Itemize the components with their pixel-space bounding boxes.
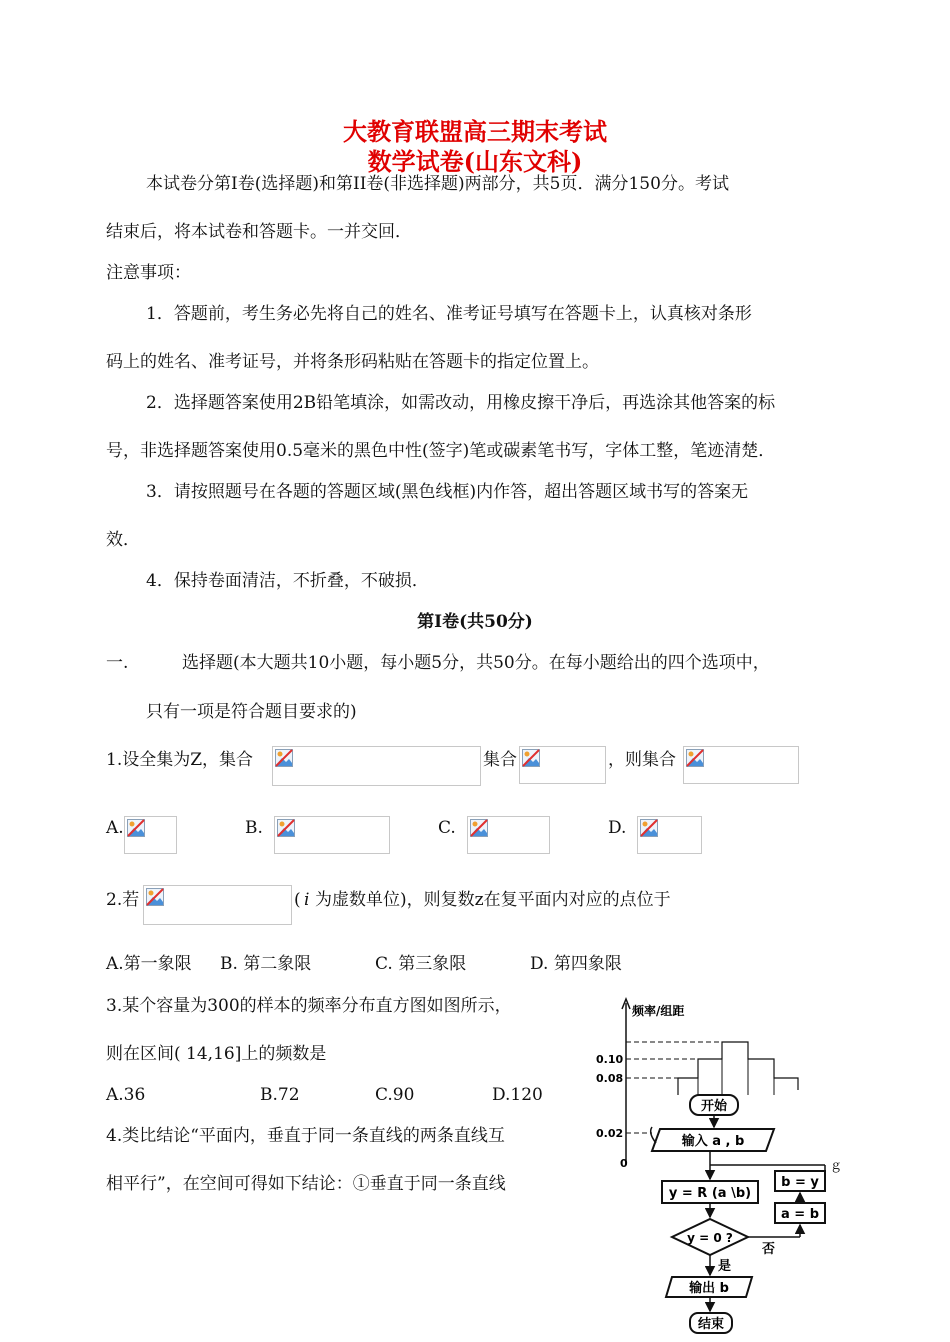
flowchart-input-label: 输入 a , b <box>681 1134 745 1149</box>
q2-option-c: C. 第三象限 <box>375 954 467 974</box>
q3-option-d: D.120 <box>492 1085 543 1105</box>
page-title: 大教育联盟高三期末考试 <box>343 117 607 146</box>
flowchart-output-label: 输出 b <box>689 1281 729 1296</box>
page-subtitle: 数学试卷(山东文科) <box>367 147 583 176</box>
note-2-line-1: 2．选择题答案使用2B铅笔填涂，如需改动，用橡皮擦干净后，再选涂其他答案的标 <box>146 393 776 413</box>
q4-stem-line-2: 相平行”，在空间可得如下结论：①垂直于同一条直线 <box>106 1174 506 1194</box>
q2-stem-part-1: 2.若 <box>106 890 140 910</box>
intro-line-1: 本试卷分第Ⅰ卷(选择题)和第II卷(非选择题)两部分，共5页．满分150分。考试 <box>146 174 729 194</box>
broken-image-icon <box>470 819 488 837</box>
q1-option-a-label: A. <box>106 818 124 838</box>
section-heading: 第Ⅰ卷(共50分) <box>417 612 533 632</box>
histogram-bars <box>678 1042 798 1095</box>
note-4: 4．保持卷面清洁，不折叠，不破损． <box>146 571 429 591</box>
flowchart-yes-label: 是 <box>718 1259 732 1274</box>
q1-set-b-image <box>519 746 606 784</box>
q1-set-a-image <box>272 746 481 786</box>
q3-option-a: A.36 <box>106 1085 146 1105</box>
flowchart-start-label: 开始 <box>700 1099 728 1114</box>
broken-image-icon <box>146 888 164 906</box>
q1-option-d-label: D. <box>608 818 627 838</box>
part-description-line-1: 选择题(本大题共10小题，每小题5分，共50分。在每小题给出的四个选项中， <box>182 653 770 673</box>
part-number: 一. <box>106 653 129 673</box>
broken-image-icon <box>127 819 145 837</box>
q1-stem-part-1: 1.设全集为Z，集合 <box>106 750 254 770</box>
flowchart-condition-label: y = 0 ? <box>687 1231 733 1245</box>
tick-0.08: 0.08 <box>596 1072 624 1085</box>
q3-option-b: B.72 <box>260 1085 300 1105</box>
figure-histogram-flowchart <box>590 995 850 1340</box>
q1-option-c-label: C. <box>438 818 456 838</box>
q2-option-a: A.第一象限 <box>106 954 192 974</box>
part-description-line-2: 只有一项是符合题目要求的) <box>146 702 357 722</box>
q1-option-b-label: B. <box>245 818 263 838</box>
q1-set-result-image <box>683 746 799 784</box>
q4-stem-line-1: 4.类比结论“平面内，垂直于同一条直线的两条直线互 <box>106 1126 505 1146</box>
note-2-line-2: 号，非选择题答案使用0.5毫米的黑色中性(签字)笔或碳素笔书写，字体工整，笔迹清楚． <box>106 441 776 461</box>
broken-image-icon <box>275 749 293 767</box>
q2-expression-image <box>143 885 292 925</box>
q1-option-d-image <box>637 816 702 854</box>
flowchart-end-label: 结束 <box>697 1317 725 1332</box>
q1-stem-part-2: 集合 <box>483 750 517 770</box>
note-1-line-1: 1．答题前，考生务必先将自己的姓名、准考证号填写在答题卡上，认真核对条形 <box>146 304 752 324</box>
broken-image-icon <box>522 749 540 767</box>
broken-image-icon <box>686 749 704 767</box>
q2-option-b: B. 第二象限 <box>220 954 312 974</box>
note-1-line-2: 码上的姓名、准考证号，并将条形码粘贴在答题卡的指定位置上。 <box>106 352 599 372</box>
origin-label: 0 <box>620 1157 628 1170</box>
q1-stem-part-3: ，则集合 <box>608 750 676 770</box>
tick-0.02: 0.02 <box>596 1127 624 1140</box>
notes-heading: 注意事项： <box>106 263 191 283</box>
flowchart-assign-y-label: y = R (a \b) <box>668 1186 752 1201</box>
q3-option-c: C.90 <box>375 1085 415 1105</box>
flowchart-b-to-y-label: b = y <box>781 1175 819 1190</box>
broken-image-icon <box>277 819 295 837</box>
q1-option-c-image <box>467 816 550 854</box>
q2-paren: ( <box>294 890 301 910</box>
flowchart-stray-mark: ｇ <box>830 1158 843 1172</box>
broken-image-icon <box>640 819 658 837</box>
flowchart-no-label: 否 <box>762 1242 776 1257</box>
q2-stem-part-2: 为虚数单位)，则复数z在复平面内对应的点位于 <box>315 890 671 910</box>
q1-option-b-image <box>274 816 390 854</box>
flowchart-a-to-b-label: a = b <box>780 1207 820 1222</box>
note-3-line-1: 3．请按照题号在各题的答题区域(黑色线框)内作答，超出答题区域书写的答案无 <box>146 482 749 502</box>
q2-imaginary-unit: i <box>304 890 310 910</box>
q1-option-a-image <box>124 816 177 854</box>
q3-stem-line-2: 则在区间( 14,16]上的频数是 <box>106 1044 327 1064</box>
histogram-y-label: 频率/组距 <box>632 1004 685 1018</box>
tick-0.10: 0.10 <box>596 1053 624 1066</box>
intro-line-2: 结束后，将本试卷和答题卡。一并交回． <box>106 222 412 242</box>
q3-stem-line-1: 3.某个容量为300的样本的频率分布直方图如图所示， <box>106 996 512 1016</box>
note-3-line-2: 效． <box>106 530 140 550</box>
q2-option-d: D. 第四象限 <box>530 954 622 974</box>
